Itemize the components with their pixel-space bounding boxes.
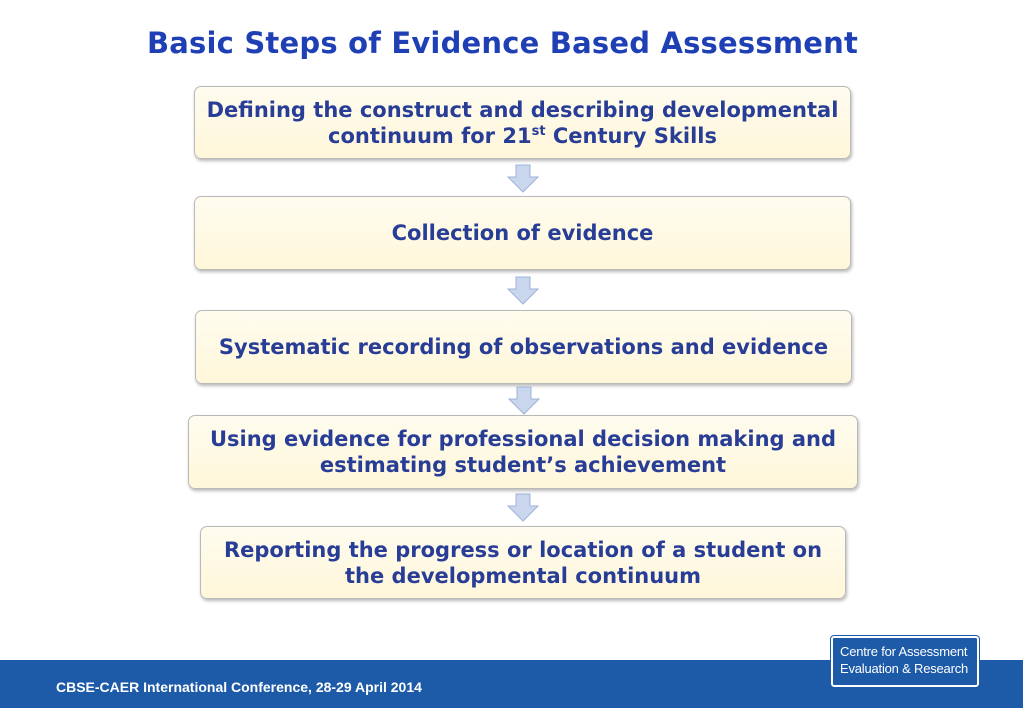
down-arrow-icon <box>506 493 540 523</box>
step-box-1 <box>194 86 851 159</box>
step-3-text: Systematic recording of observations and evidence <box>218 335 829 359</box>
logo-line-2: Evaluation & Research <box>840 661 969 676</box>
step-2-text: Collection of evidence <box>391 221 654 245</box>
step-1-text <box>203 97 842 149</box>
slide-title: Basic Steps of Evidence Based Assessment <box>146 26 859 60</box>
step-4-text: Using evidence for professional decision making and estimating student’s achievement <box>209 427 837 477</box>
step-box-2 <box>194 196 851 270</box>
down-arrow-icon <box>506 276 540 306</box>
step-box-3 <box>195 310 852 384</box>
step-1-text-end: Century Skills <box>545 123 717 148</box>
down-arrow-icon <box>507 386 541 416</box>
down-arrow-icon <box>506 164 540 194</box>
step-box-4 <box>188 415 858 489</box>
step-box-5 <box>200 526 846 599</box>
step-1-text-main: Defining the construct and describing developmental continuum for 21 <box>206 97 839 148</box>
caer-logo <box>831 636 979 687</box>
logo-line-1: Centre for Assessment <box>840 644 968 659</box>
step-1-superscript: st <box>531 123 546 139</box>
step-5-text: Reporting the progress or location of a student on the developmental continuum <box>223 537 823 588</box>
footer-conference-text: CBSE-CAER International Conference, 28-29 April 2014 <box>56 679 422 695</box>
